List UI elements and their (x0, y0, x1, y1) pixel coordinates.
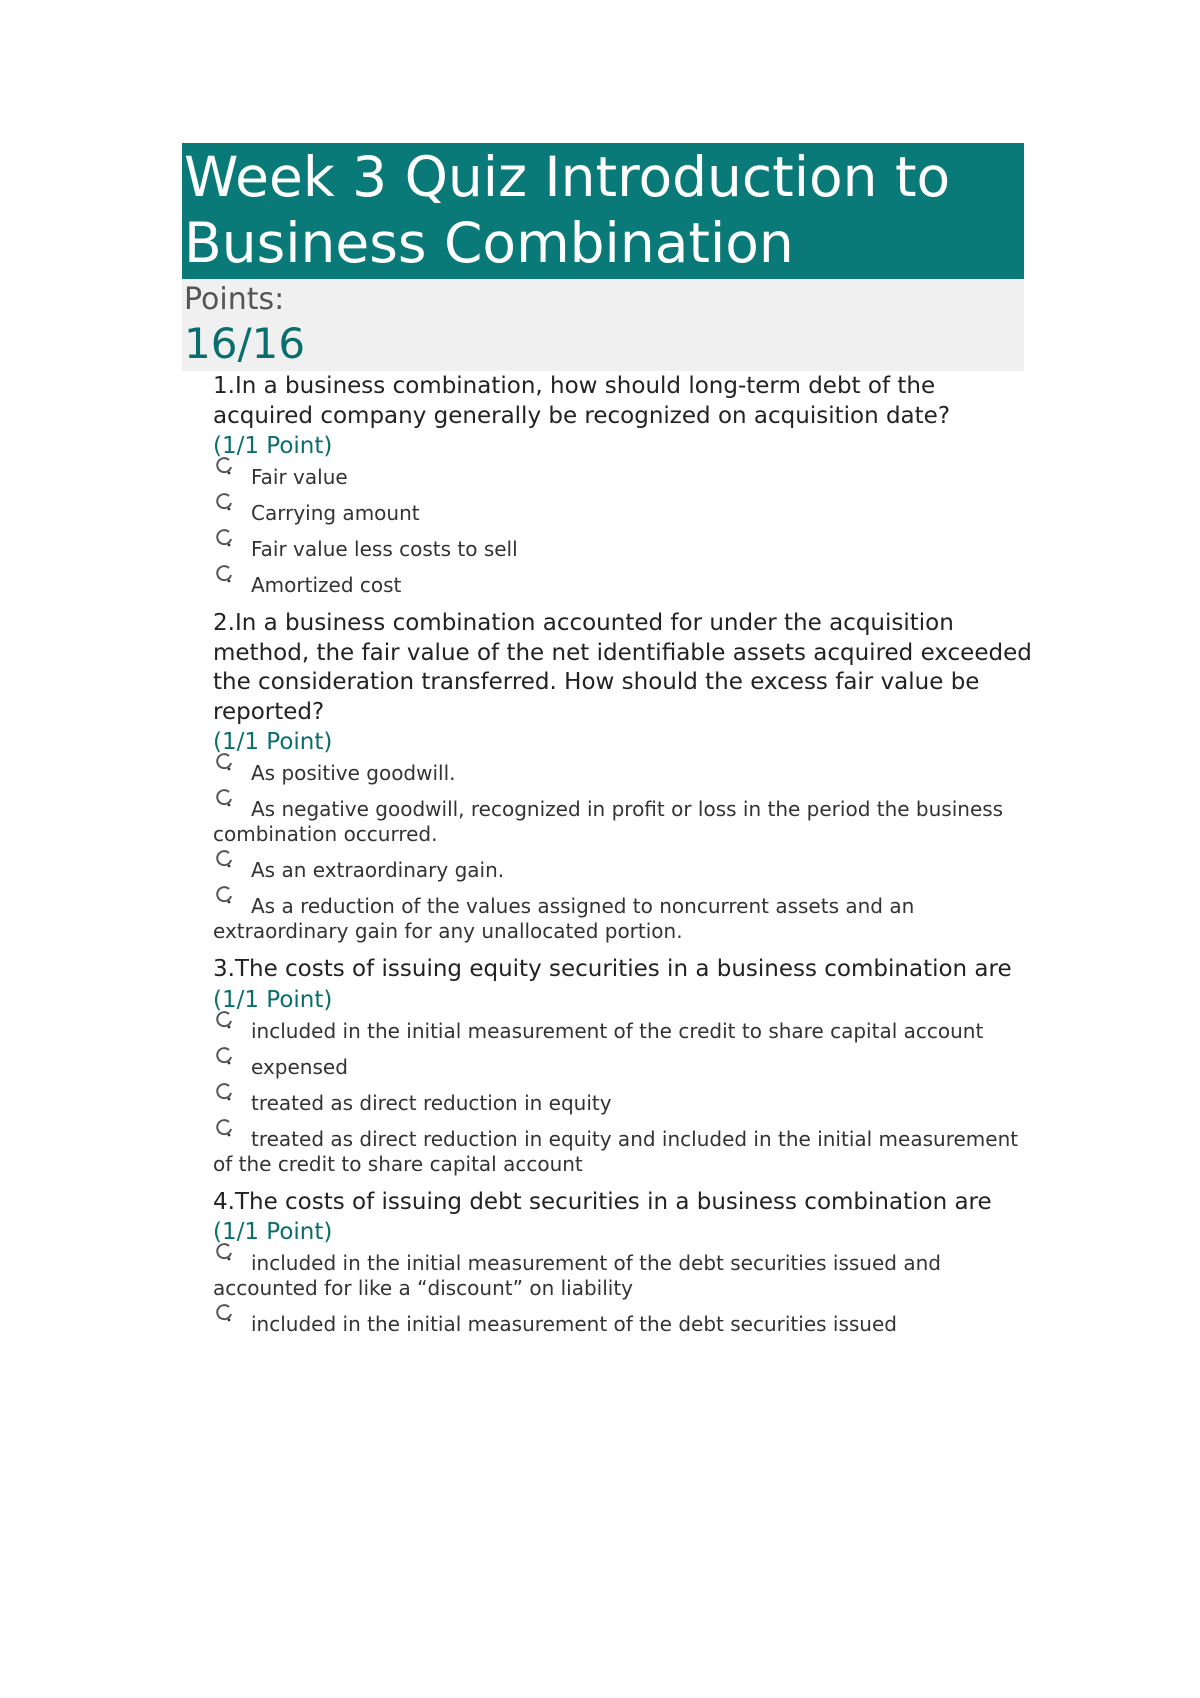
option-label: expensed (251, 1054, 348, 1079)
option-label: As negative goodwill, recognized in profit or loss in the period the business combination occurred. (213, 797, 1004, 846)
question-text: 3.The costs of issuing equity securities in a business combination are (213, 956, 1012, 982)
question-4 (213, 1188, 1033, 1338)
answer-option[interactable] (213, 1312, 1033, 1337)
answer-option[interactable] (213, 1091, 1033, 1116)
option-label: As positive goodwill. (251, 761, 456, 785)
radio-icon[interactable] (213, 1242, 239, 1264)
option-label: Fair value less costs to sell (251, 537, 518, 561)
question-list (213, 372, 1033, 1348)
question-points: (1/1 Point) (213, 986, 333, 1013)
question-3 (213, 955, 1033, 1177)
radio-icon[interactable] (213, 752, 239, 774)
radio-icon[interactable] (213, 1082, 239, 1104)
points-panel (182, 279, 1024, 371)
radio-icon[interactable] (213, 528, 239, 550)
answer-option[interactable] (213, 1055, 1033, 1080)
points-score: 16/16 (184, 319, 306, 368)
option-label: Amortized cost (251, 573, 402, 597)
radio-icon[interactable] (213, 492, 239, 514)
answer-option[interactable] (213, 573, 1033, 598)
answer-option[interactable] (213, 1127, 1033, 1177)
answer-option[interactable] (213, 894, 1033, 944)
question-text: 4.The costs of issuing debt securities in a business combination are (213, 1188, 992, 1215)
quiz-title: Week 3 Quiz Introduction to Business Combination (184, 145, 951, 275)
question-points: (1/1 Point) (213, 1219, 333, 1245)
radio-icon[interactable] (213, 1118, 239, 1140)
option-label: As a reduction of the values assigned to noncurrent assets and an extraordinary gain for any unallocated portion. (213, 894, 915, 943)
option-label: treated as direct reduction in equity and included in the initial measurement of the credit to share capital account (213, 1126, 1019, 1176)
option-label: included in the initial measurement of the debt securities issued and accounted for like a “discount” on liability (213, 1251, 941, 1300)
radio-icon[interactable] (213, 885, 239, 907)
radio-icon[interactable] (213, 1046, 239, 1068)
radio-icon[interactable] (213, 456, 239, 478)
option-label: treated as direct reduction in equity (251, 1090, 612, 1115)
radio-icon[interactable] (213, 1303, 239, 1325)
option-label: Carrying amount (251, 501, 420, 525)
option-label: As an extraordinary gain. (251, 858, 505, 882)
question-points: (1/1 Point) (213, 433, 333, 459)
points-label: Points: (184, 282, 285, 317)
answer-option[interactable] (213, 465, 1033, 490)
radio-icon[interactable] (213, 1010, 239, 1032)
answer-option[interactable] (213, 1019, 1033, 1044)
option-label: included in the initial measurement of the debt securities issued (251, 1312, 897, 1336)
answer-option[interactable] (213, 537, 1033, 562)
question-text: 1.In a business combination, how should long-term debt of the acquired company generally be recognized on acquisition date? (213, 373, 951, 429)
question-1 (213, 372, 1033, 598)
radio-icon[interactable] (213, 849, 239, 871)
answer-option[interactable] (213, 761, 1033, 786)
option-label: Fair value (251, 465, 348, 489)
answer-option[interactable] (213, 797, 1033, 847)
answer-option[interactable] (213, 501, 1033, 526)
radio-icon[interactable] (213, 564, 239, 586)
question-text: 2.In a business combination accounted for under the acquisition method, the fair value of the net identifiable assets acquired exceeded the consideration transferred. How should the excess fair value be reported? (213, 610, 1032, 725)
option-label: included in the initial measurement of the credit to share capital account (251, 1018, 984, 1043)
question-2 (213, 609, 1033, 944)
radio-icon[interactable] (213, 788, 239, 810)
answer-option[interactable] (213, 858, 1033, 883)
question-points: (1/1 Point) (213, 729, 333, 755)
answer-option[interactable] (213, 1251, 1033, 1301)
